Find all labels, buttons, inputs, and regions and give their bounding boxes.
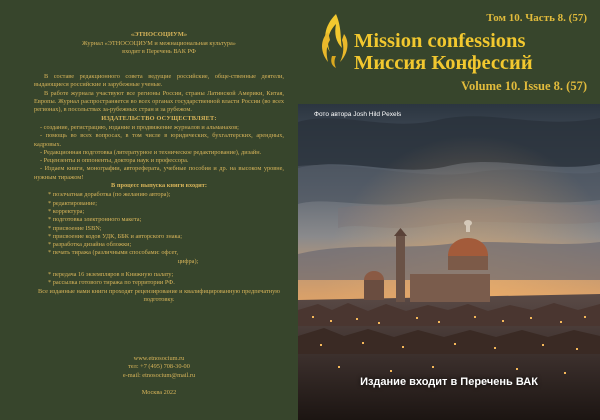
contacts-block xyxy=(34,355,284,397)
release-item: * присвоение кодов УДК, ББК и авторского знака; xyxy=(48,232,183,240)
org-name: «ЭТНОСОЦИУМ» xyxy=(130,31,188,38)
services-list xyxy=(34,124,284,182)
flame-logo-icon xyxy=(314,12,354,70)
release-item: * передача 16 экземпляров в Книжную палату; xyxy=(48,271,174,278)
release-item: * печать тиража (различными способами: офсет, xyxy=(48,249,179,257)
back-cover xyxy=(0,0,298,420)
release-item: * редактирование; xyxy=(48,199,97,207)
service-item: - Издаем книги, монографии, автореферата, учебные пособия и др. на высоком уровне, нужным тиражом! xyxy=(34,165,284,181)
release-list xyxy=(34,191,284,287)
intro-paragraph: В работе журнала участвуют все регионы России, страны Латинской Америки, Китая, Европы. Журнал распространяется во всех органах государственной власти России (во всех регионах), в посольствах за-рубежных стран и за рубежом. xyxy=(34,89,284,114)
service-item: - создание, регистрацию, издание и продвижение журналов и альманахов; xyxy=(40,123,239,131)
issue-number-ru: Том 10. Часть 8. (57) xyxy=(486,12,587,24)
issue-number-en: Volume 10. Issue 8. (57) xyxy=(461,79,587,93)
service-item: - помощь во всех вопросах, в том числе в юридических, бухгалтерских, арендных, кадровых. xyxy=(34,132,284,148)
release-item: * присвоение ISBN; xyxy=(48,224,102,232)
review-note: Все изданные нами книги проходят рецензирование и квалифицированную предпечатную подготовку. xyxy=(38,287,280,303)
release-item: * корректура; xyxy=(48,207,85,215)
vak-banner: Издание входит в Перечень ВАК xyxy=(360,376,538,388)
journal-title-en: Mission confessions xyxy=(354,30,526,52)
release-item: * рассылка готового тиража по территории РФ. xyxy=(48,279,175,287)
release-item: * поэлчатная доработка (по желанию автора); xyxy=(48,191,171,199)
publishing-heading: ИЗДАТЕЛЬСТВО ОСУЩЕСТВЛЯЕТ: xyxy=(101,114,217,122)
service-item: - Редакционная подготовка (литературное и техническое редактирование), дизайн. xyxy=(40,148,262,156)
release-item: * разработка дизайна обложки; xyxy=(48,241,132,249)
service-item: - Рецензенты и оппоненты, доктора наук и профессора. xyxy=(40,157,189,165)
website: www.etnosocium.ru xyxy=(133,355,185,362)
city-at-dusk-photo xyxy=(298,104,600,420)
phone: тел: +7 (495) 708-30-00 xyxy=(128,363,190,371)
front-cover xyxy=(298,0,600,420)
vak-line: входит в Перечень ВАК РФ xyxy=(122,47,196,55)
release-item-continuation: цифра); xyxy=(177,257,199,265)
release-item: * подготовка электронного макета; xyxy=(48,216,142,224)
place-year: Москва 2022 xyxy=(141,388,177,396)
photo-credit: Фото автора Josh Hild Pexels xyxy=(314,111,402,118)
intro-block xyxy=(34,73,284,114)
journal-line: Журнал «ЭТНОСОЦИУМ и межнациональная культура» xyxy=(82,39,236,47)
publisher-header xyxy=(34,31,284,56)
intro-paragraph: В составе редакционного совета ведущие российские, обще-ственные деятели, выдающиеся российские и зарубежные ученые. xyxy=(34,73,284,89)
journal-title-ru: Миссия Конфессий xyxy=(354,52,533,74)
release-heading: В процесс выпуска книги входит: xyxy=(111,182,207,190)
email: e-mail: etnosocium@mail.ru xyxy=(122,371,196,379)
